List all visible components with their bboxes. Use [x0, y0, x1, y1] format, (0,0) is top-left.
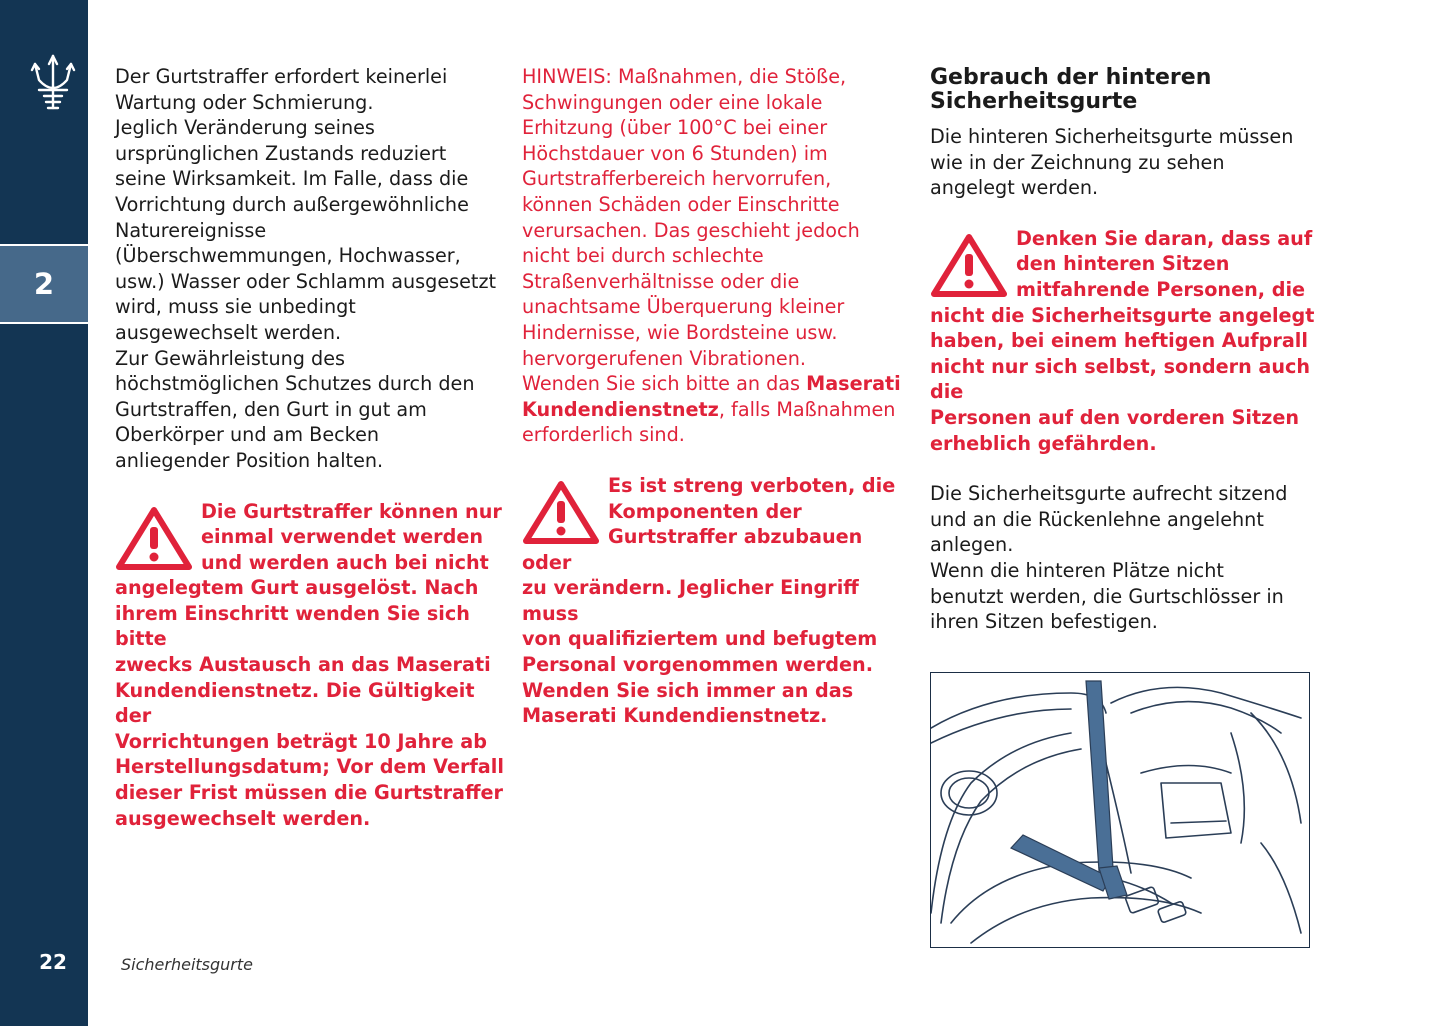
column-3: [930, 66, 1330, 635]
warning-triangle-icon: [930, 232, 1008, 298]
warning-triangle-icon: [522, 479, 600, 545]
warning-text: Denken Sie daran, dass auf den hinteren Sitzen mitfahrende Personen, die nicht die Sicherheitsgurte angelegt haben, bei einem heftigen Aufprall nicht nur sich selbst, sondern auch die Personen auf den vorderen Sitzen erheblich gefährden.: [930, 226, 1315, 455]
hinweis-note-bold: Maserati Kundendienstnetz: [522, 372, 901, 421]
chapter-tab[interactable]: 2: [0, 244, 88, 324]
hinweis-note-text: HINWEIS: Maßnahmen, die Stöße, Schwingungen oder eine lokale Erhitzung (über 100°C bei einer Höchstdauer von 6 Stunden) im Gurtstrafferbereich hervorrufen, können Schäden oder Einschritte verursachen. Das geschieht jedoch nicht bei durch schlechte Straßenverhältnisse oder die unachtsame Überquerung kleiner Hindernisse, wie Bordsteine usw. hervorgerufenen Vibrationen. Wenden Sie sich bitte an das: [522, 65, 860, 396]
page-number: 22: [39, 950, 67, 974]
rear-seat-drawing: [931, 673, 1310, 948]
warning-text: Es ist streng verboten, die Komponenten der Gurtstraffer abzubauen oder zu verändern. Jeglicher Eingriff muss von qualifiziertem und befugtem Personal vorgenommen werden. Wenden Sie sich immer an das Maserati Kundendienstnetz.: [522, 473, 896, 728]
section-heading: Gebrauch der hinteren Sicherheitsgurte: [930, 65, 1212, 114]
hinweis-note: [522, 64, 912, 448]
column-2: [522, 64, 912, 729]
trident-logo-icon: [26, 52, 80, 116]
warning-block-rear-passengers: [930, 226, 1330, 456]
sidebar: [0, 0, 88, 1026]
warning-block-gurtstraffer: [115, 499, 505, 832]
rear-belts-usage-text: Die Sicherheitsgurte aufrecht sitzend und an die Rückenlehne angelehnt anlegen. Wenn die hinteren Plätze nicht benutzt werden, die Gurtschlösser in ihren Sitzen befestigen.: [930, 482, 1288, 634]
rear-seat-belt-illustration: [930, 672, 1310, 948]
warning-block-tampering: [522, 473, 912, 729]
hinweis-note-tail: , falls Maßnahmen erforderlich sind.: [522, 397, 896, 447]
warning-text: Die Gurtstraffer können nur einmal verwendet werden und werden auch bei nicht angelegtem Gurt ausgelöst. Nach ihrem Einschritt wenden Sie sich bitte zwecks Austausch an das Maserati Kundendienstnetz. Die Gültigkeit der Vorrichtungen beträgt 10 Jahre ab Herstellungsdatum; Vor dem Verfall dieser Frist müssen die Gurtstraffer ausgewechselt werden.: [115, 499, 504, 830]
footer-section-title: Sicherheitsgurte: [121, 955, 253, 974]
warning-triangle-icon: [115, 505, 193, 571]
gurtstraffer-maintenance-text: Der Gurtstraffer erfordert keinerlei Wartung oder Schmierung. Jeglich Veränderung seines ursprünglichen Zustands reduziert seine Wirksamkeit. Im Falle, dass die Vorrichtung durch außergewöhnliche Naturereignisse (Überschwemmungen, Hochwasser, usw.) Wasser oder Schlamm ausgesetzt wird, muss sie unbedingt ausgewechselt werden. Zur Gewährleistung des höchstmöglichen Schutzes durch den Gurtstraffen, den Gurt in gut am Oberkörper und am Becken anliegender Position halten.: [115, 65, 497, 472]
rear-belts-intro-text: Die hinteren Sicherheitsgurte müssen wie in der Zeichnung zu sehen angelegt werden.: [930, 125, 1294, 200]
column-1: [115, 64, 505, 831]
